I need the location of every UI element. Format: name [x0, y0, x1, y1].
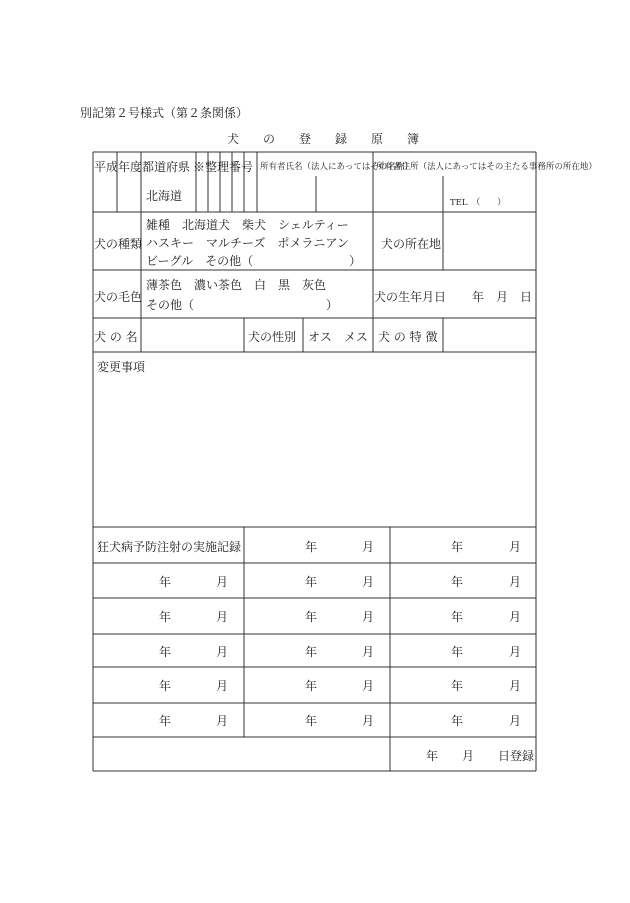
vaccine-month: 月	[509, 714, 522, 728]
color-line-2: その他（ ）	[146, 298, 339, 312]
breed-line-3: ビーグル その他（ ）	[146, 254, 362, 268]
vaccine-month: 月	[216, 679, 229, 693]
vaccine-month: 月	[362, 645, 375, 659]
vaccine-label: 狂犬病予防注射の実施記録	[97, 540, 242, 554]
vaccine-month: 月	[509, 575, 522, 589]
color-label: 犬の毛色	[94, 290, 143, 304]
breed-line-2: ハスキー マルチーズ ポメラニアン	[146, 236, 349, 250]
vaccine-year: 年	[159, 610, 172, 624]
location-label: 犬の所在地	[381, 237, 442, 251]
feature-label: 犬 の 特 徴	[378, 330, 438, 344]
vaccine-year: 年	[305, 575, 318, 589]
vaccine-month: 月	[509, 540, 522, 554]
name-label: 犬 の 名	[94, 330, 138, 344]
vaccine-year: 年	[451, 610, 464, 624]
vaccine-year: 年	[305, 540, 318, 554]
vaccine-year: 年	[305, 645, 318, 659]
vaccine-year: 年	[159, 679, 172, 693]
vaccine-year: 年	[305, 679, 318, 693]
breed-line-1: 雑種 北海道犬 柴犬 シェルティー	[146, 218, 349, 232]
vaccine-year: 年	[451, 679, 464, 693]
owner-address-label: 所有者住所（法人にあってはその主たる事務所の所在地）	[376, 162, 597, 172]
sex-label: 犬の性別	[248, 330, 297, 344]
vaccine-year: 年	[451, 540, 464, 554]
vaccine-year: 年	[451, 575, 464, 589]
vaccine-month: 月	[509, 610, 522, 624]
vaccine-month: 月	[216, 645, 229, 659]
form-id: 別記第２号様式（第２条関係）	[80, 106, 249, 120]
registration-date: 年 月 日登録	[426, 749, 535, 763]
vaccine-month: 月	[509, 679, 522, 693]
vaccine-month: 月	[216, 714, 229, 728]
vaccine-year: 年	[305, 714, 318, 728]
changes-label: 変更事項	[97, 360, 146, 374]
breed-label: 犬の種類	[94, 237, 143, 251]
vaccine-month: 月	[362, 714, 375, 728]
owner-name-label: 所有者氏名（法人にあってはその名称）	[260, 162, 413, 172]
todofuken-value: 北海道	[146, 189, 183, 203]
sex-value: オス メス	[308, 330, 368, 344]
vaccine-year: 年	[451, 645, 464, 659]
page-title: 犬 の 登 録 原 簿	[227, 132, 420, 146]
vaccine-month: 月	[362, 540, 375, 554]
vaccine-month: 月	[362, 679, 375, 693]
heisei-label: 平成	[94, 160, 119, 174]
todofuken-label: 都道府県	[142, 160, 191, 174]
vaccine-year: 年	[305, 610, 318, 624]
birth-value: 年 月 日	[472, 290, 533, 304]
vaccine-month: 月	[509, 645, 522, 659]
vaccine-year: 年	[159, 645, 172, 659]
vaccine-year: 年	[159, 575, 172, 589]
birth-label: 犬の生年月日	[374, 290, 447, 304]
vaccine-month: 月	[216, 610, 229, 624]
vaccine-month: 月	[362, 575, 375, 589]
seiri-bango-label: ※整理番号	[193, 160, 254, 174]
color-line-1: 薄茶色 濃い茶色 白 黒 灰色	[146, 278, 327, 292]
vaccine-year: 年	[451, 714, 464, 728]
tel-label: TEL （ ）	[450, 198, 506, 208]
vaccine-month: 月	[216, 575, 229, 589]
vaccine-year: 年	[159, 714, 172, 728]
nendo-label: 年度	[118, 160, 143, 174]
vaccine-month: 月	[362, 610, 375, 624]
